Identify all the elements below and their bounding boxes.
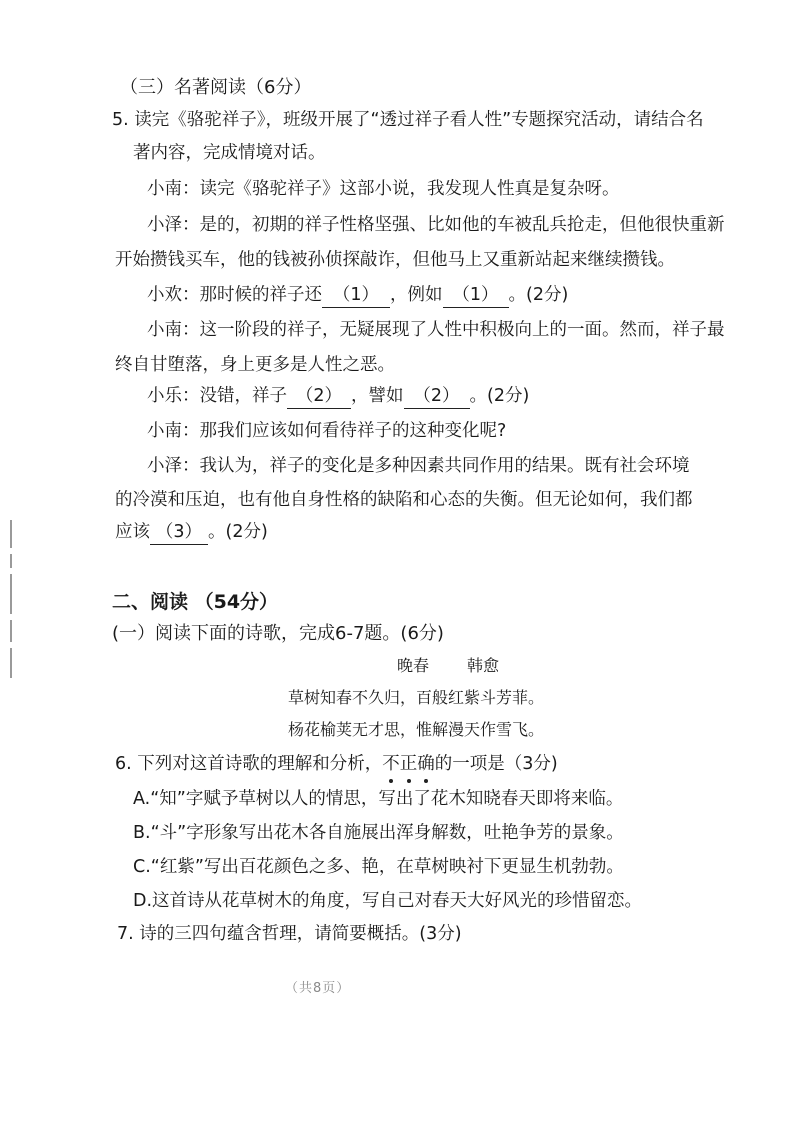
score-note: 。(2分) xyxy=(469,386,530,406)
section-heading-famous-works: （三）名著阅读（6分） xyxy=(120,77,312,98)
dialogue-xiaonan-2-line-2: 终自甘堕落，身上更多是人性之恶。 xyxy=(115,355,395,375)
answer-blank-3[interactable]: （3） xyxy=(150,520,208,545)
page-footer: （共8页） xyxy=(285,981,351,996)
binding-marks xyxy=(10,520,18,720)
score-note: 。(2分) xyxy=(508,285,569,305)
dialogue-xiaonan-2-line-1: 小南：这一阶段的祥子，无疑展现了人性中积极向上的一面。然而，祥子最 xyxy=(147,320,725,340)
dialogue-text: ，例如 xyxy=(390,285,443,305)
emphasis-char: 不 xyxy=(382,754,400,774)
option-a[interactable]: A.“知”字赋予草树以人的情思，写出了花木知晓春天即将来临。 xyxy=(133,789,624,809)
answer-blank-1a[interactable]: （1） xyxy=(322,283,390,308)
dialogue-text: ，譬如 xyxy=(351,386,404,406)
answer-blank-1b[interactable]: （1） xyxy=(443,283,509,308)
option-b[interactable]: B.“斗”字形象写出花木各自施展出浑身解数，吐艳争芳的景象。 xyxy=(133,823,624,843)
dialogue-text: 小乐：没错，祥子 xyxy=(147,386,287,406)
question-text: 6. 下列对这首诗歌的理解和分析， xyxy=(115,754,383,774)
dialogue-xiaole xyxy=(147,384,529,409)
answer-blank-2b[interactable]: （2） xyxy=(404,384,470,409)
dialogue-xiaoze-1-line-2: 开始攒钱买车，他的钱被孙侦探敲诈，但他马上又重新站起来继续攒钱。 xyxy=(115,250,675,270)
option-c[interactable]: C.“红紫”写出百花颜色之多、艳，在草树映衬下更显生机勃勃。 xyxy=(133,857,624,877)
option-d[interactable]: D.这首诗从花草树木的角度，写自己对春天大好风光的珍惜留恋。 xyxy=(133,891,643,911)
question-7: 7. 诗的三四句蕴含哲理，请简要概括。(3分) xyxy=(117,924,462,944)
score-note: 。(2分) xyxy=(208,522,268,542)
question-6 xyxy=(115,752,558,776)
dialogue-xiaoze-1-line-1: 小泽：是的，初期的祥子性格坚强、比如他的车被乱兵抢走，但他很快重新 xyxy=(147,215,725,235)
dialogue-xiaoze-2-line-2: 的冷漠和压迫，也有他自身性格的缺陷和心态的失衡。但无论如何，我们都 xyxy=(115,490,693,510)
question-5-line-1: 5. 读完《骆驼祥子》，班级开展了“透过祥子看人性”专题探究活动，请结合名 xyxy=(112,110,704,130)
dialogue-xiaonan-3: 小南：那我们应该如何看待祥子的这种变化呢? xyxy=(147,421,507,441)
dialogue-text: 应该 xyxy=(115,522,150,542)
poem-title: 晚春 xyxy=(397,656,430,675)
emphasis-char: 确 xyxy=(417,754,435,774)
dialogue-xiaoze-2-line-3 xyxy=(115,520,268,545)
question-text: 的一项是（3分) xyxy=(434,754,558,774)
dialogue-text: 小欢：那时候的祥子还 xyxy=(147,285,322,305)
part-heading-reading: 二、阅读 （54分） xyxy=(112,591,279,613)
poem-line-2: 杨花榆荚无才思，惟解漫天作雪飞。 xyxy=(288,720,545,739)
question-5-line-2: 著内容，完成情境对话。 xyxy=(133,143,326,163)
dialogue-xiaoze-2-line-1: 小泽：我认为，祥子的变化是多种因素共同作用的结果。既有社会环境 xyxy=(147,456,690,476)
poem-line-1: 草树知春不久归，百般红紫斗芳菲。 xyxy=(288,688,545,707)
poem-author: 韩愈 xyxy=(467,656,500,675)
emphasis-char: 正 xyxy=(399,754,418,774)
subsection-heading-poetry: (一）阅读下面的诗歌，完成6-7题。(6分) xyxy=(112,623,444,644)
answer-blank-2a[interactable]: （2） xyxy=(287,384,351,409)
dialogue-xiaohuan xyxy=(147,283,568,308)
dialogue-xiaonan-1: 小南：读完《骆驼祥子》这部小说，我发现人性真是复杂呀。 xyxy=(147,179,620,199)
